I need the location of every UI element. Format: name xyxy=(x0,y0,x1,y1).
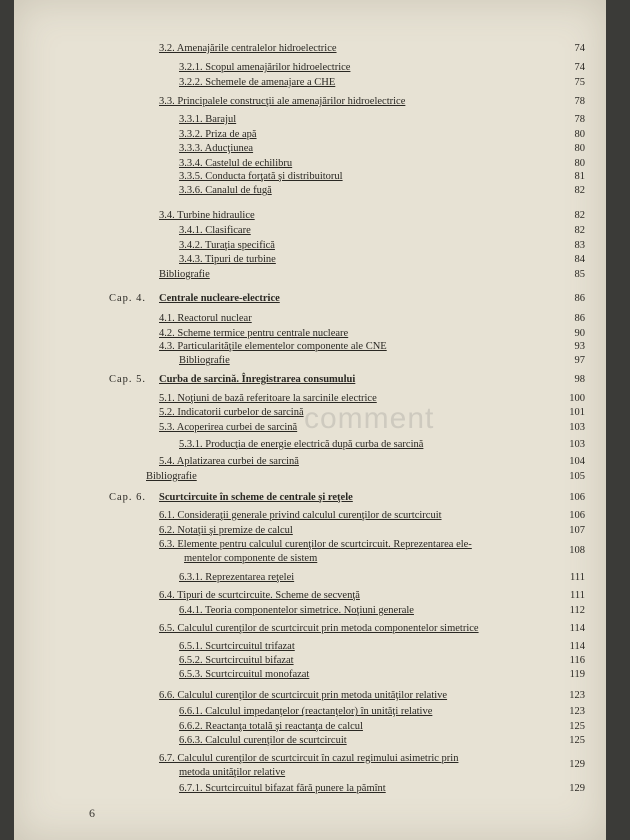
page-number: 6 xyxy=(89,806,95,820)
book-page: comment 3.2. Amenajările centralelor hidroelectrice 74 3.2.1. Scopul amenajărilor hidroelectrice 74 3.2.2. Schemele de amenajare a CHE 75 3.3. Principalele construcţii ale amenajărilor hidroelectrice 78 3.3.1. Barajul 78 3.3.2. Priza de apă 80 3.3.3. Aducţiunea 80 3.3.4. Castelul de echilibru 80 3.3.5. Conducta forţată şi distribuitorul 81 3.3.6. Canalul de fugă 82 3.4. Turbine hidraulice 82 3.4.1. Clasificare 82 3.4.2. Turaţia specifică 83 3.4.3. Tipuri de turbine 84 Bibliografie 85 Cap. 4. Centrale nucleare-electrice 86 4.1. Reactorul nuclear 86 4.2. Scheme termice pentru centrale nucleare 90 4.3. Particularităţile elementelor componente ale CNE 93 Bibliografie 97 Cap. 5. Curba de sarcină. Înregistrarea consumului 98 5.1. Noţiuni de bază referitoare la sarcinile electrice 100 5.2. Indicatorii curbelor de sarcină 101 5.3. Acoperirea curbei de sarcină 103 5.3.1. Producţia de energie electrică după curba de sarcină 103 5.4. Aplatizarea curbei de sarcină 104 Bibliografie 105 Cap. 6. Scurtcircuite în scheme de centrale şi reţele 106 6.1. Consideraţii generale privind calculul curenţilor de scurtcircuit 106 6.2. Notaţii şi premize de calcul 107 6.3. Elemente pentru calculul curenţilor de scurtcircuit. Reprezentarea ele- mentelor componente de sistem 108 6.3.1. Reprezentarea reţelei 111 6.4. Tipuri de scurtcircuite. Scheme de secvenţă 111 6.4.1. Teoria componentelor simetrice. Noţiuni generale 112 6.5. Calculul curenţilor de scurtcircuit prin metoda componentelor simetrice 114 6.5.1. Scurtcircuitul trifazat 114 6.5.2. Scurtcircuitul bifazat 116 6.5.3. Scurtcircuitul monofazat 119 6.6. Calculul curenţilor de scurtcircuit prin metoda unităţilor relative 123 6.6.1. Calculul impedanţelor (reactanţelor) în unităţi relative 123 6.6.2. Reactanţa totală şi reactanţa de calcul 125 6.6.3. Calculul curenţilor de scurtcircuit 125 6.7. Calculul curenţilor de scurtcircuit în cazul regimului asimetric prin metoda unităţilor relative 129 6.7.1. Scurtcircuitul bifazat fără punere la pămînt 129 6 xyxy=(14,0,606,840)
watermark: comment xyxy=(304,402,435,435)
